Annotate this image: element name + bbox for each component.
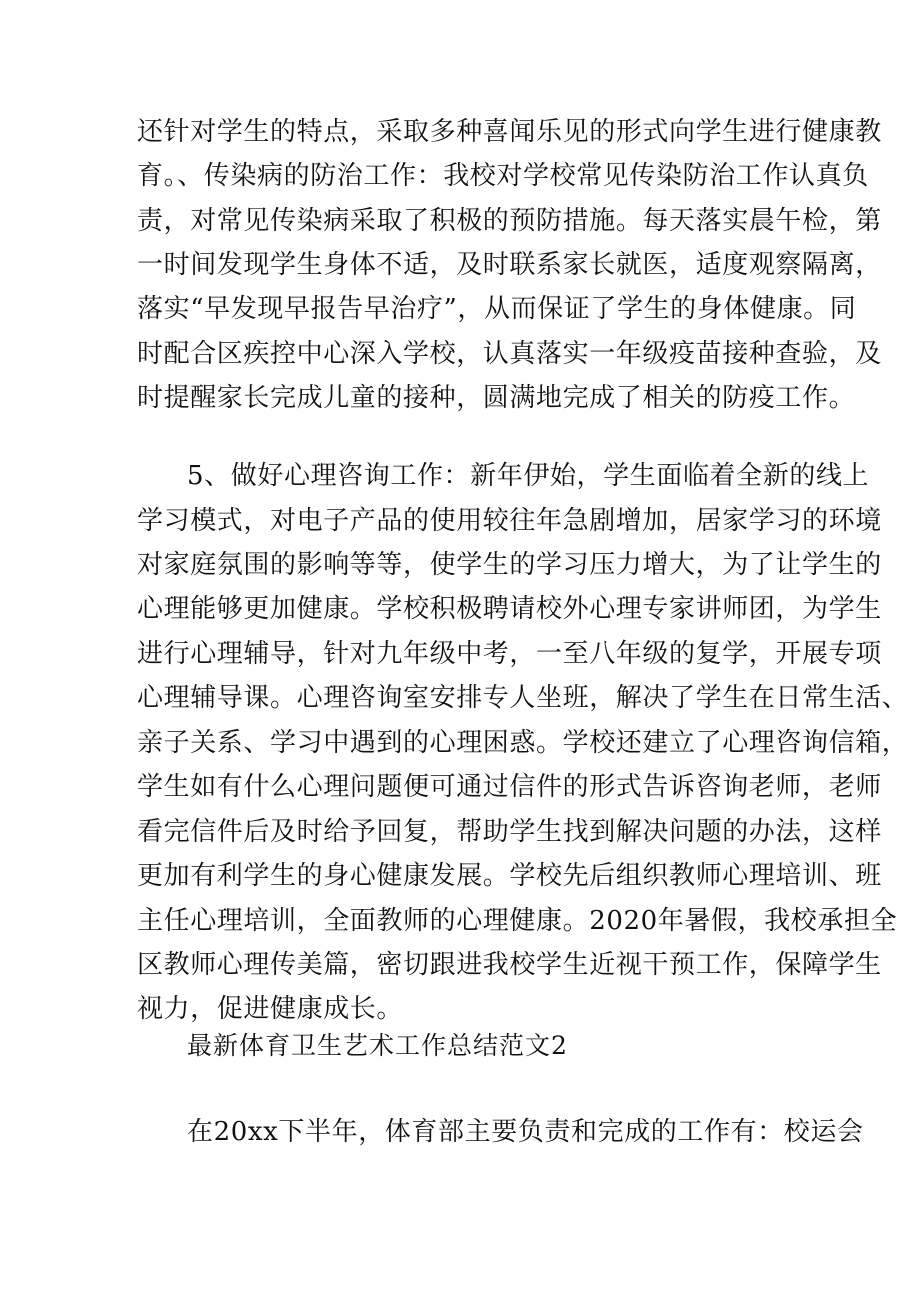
paragraph-2-line-13: 视力，促进健康成长。	[137, 994, 404, 1024]
paragraph-1-line-3: 责，对常见传染病采取了积极的预防措施。每天落实晨午检，第	[137, 206, 882, 236]
paragraph-1-line-7: 时提醒家长完成儿童的接种，圆满地完成了相关的防疫工作。	[137, 383, 856, 413]
paragraph-2-line-9: 看完信件后及时给予回复，帮助学生找到解决问题的办法，这样	[137, 817, 882, 847]
paragraph-2-line-10: 更加有利学生的身心健康发展。学校先后组织教师心理培训、班	[137, 861, 882, 891]
paragraph-3-line-1: 在20xx下半年，体育部主要负责和完成的工作有：校运会	[187, 1117, 864, 1147]
paragraph-1-line-1: 还针对学生的特点，采取多种喜闻乐见的形式向学生进行健康教	[137, 117, 882, 147]
paragraph-2-line-11: 主任心理培训，全面教师的心理健康。2020年暑假，我校承担全	[137, 906, 898, 936]
paragraph-2-line-2: 学习模式，对电子产品的使用较往年急剧增加，居家学习的环境	[137, 506, 882, 536]
paragraph-2-line-3: 对家庭氛围的影响等等，使学生的学习压力增大，为了让学生的	[137, 550, 882, 580]
paragraph-2-line-8: 学生如有什么心理问题便可通过信件的形式告诉咨询老师，老师	[137, 772, 882, 802]
paragraph-2-line-4: 心理能够更加健康。学校积极聘请校外心理专家讲师团，为学生	[137, 594, 882, 624]
paragraph-2-line-12: 区教师心理传美篇，密切跟进我校学生近视干预工作，保障学生	[137, 950, 882, 980]
paragraph-2-line-1: 5、做好心理咨询工作：新年伊始，学生面临着全新的线上	[187, 461, 870, 491]
paragraph-1-line-2: 育。、传染病的防治工作：我校对学校常见传染防治工作认真负	[137, 161, 869, 191]
paragraph-2-line-5: 进行心理辅导，针对九年级中考，一至八年级的复学，开展专项	[137, 639, 882, 669]
section-heading: 最新体育卫生艺术工作总结范文2	[187, 1031, 568, 1060]
paragraph-2-line-7: 亲子关系、学习中遇到的心理困惑。学校还建立了心理咨询信箱，	[137, 728, 909, 758]
paragraph-2-line-6: 心理辅导课。心理咨询室安排专人坐班，解决了学生在日常生活、	[137, 683, 909, 713]
paragraph-1-line-6: 时配合区疾控中心深入学校，认真落实一年级疫苗接种查验，及	[137, 339, 882, 369]
paragraph-1-line-4: 一时间发现学生身体不适，及时联系家长就医，适度观察隔离，	[137, 250, 882, 280]
paragraph-1-line-5: 落实“早发现早报告早治疗”，从而保证了学生的身体健康。同	[137, 294, 857, 324]
